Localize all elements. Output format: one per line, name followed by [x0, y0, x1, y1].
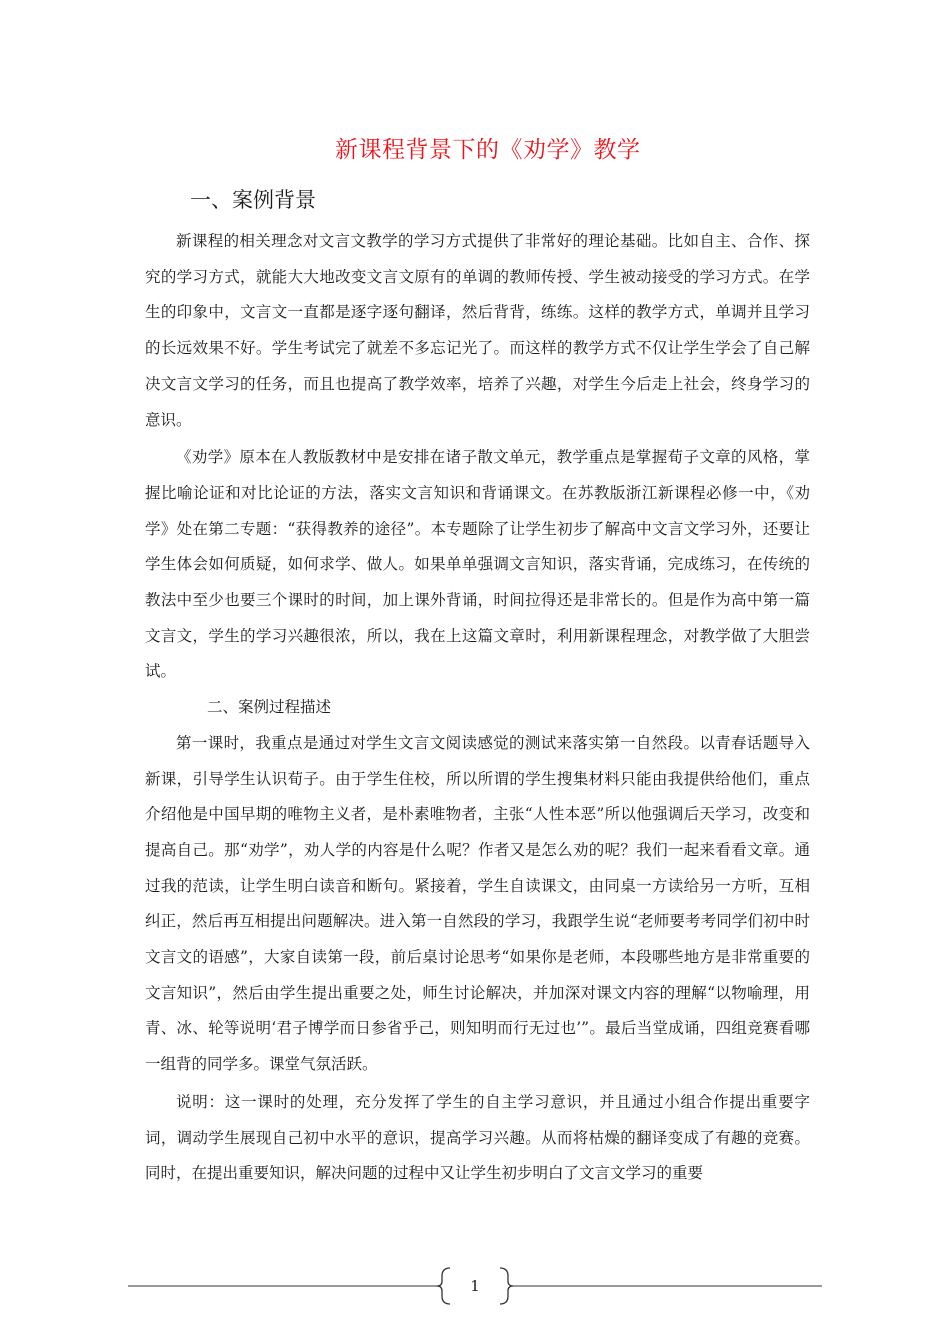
document-title: 新课程背景下的《劝学》教学 [335, 137, 641, 163]
paragraph-process-note: 说明：这一课时的处理，充分发挥了学生的自主学习意识，并且通过小组合作提出重要字词，调动学生展现自己初中水平的意识，提高学习兴趣。从而将枯燥的翻译变成了有趣的竞赛。同时，在提出重要知识，解决问题的过程中又让学生初步明白了文言文学习的重要 [145, 1092, 810, 1183]
paragraph-background-2: 《劝学》原本在人教版教材中是安排在诸子散文单元，教学重点是掌握荀子文章的风格，掌握比喻论证和对比论证的方法，落实文言知识和背诵课文。在苏教版浙江新课程必修一中，《劝学》处在第二专题：“获得教养的途径”。本专题除了让学生初步了解高中文言文学习外，还要让学生体会如何质疑，如何求学、做人。如果单单强调文言知识，落实背诵，完成练习，在传统的教法中至少也要三个课时的时间，加上课外背诵，时间拉得还是非常长的。但是作为高中第一篇文言文，学生的学习兴趣很浓，所以，我在上这篇文章时，利用新课程理念，对教学做了大胆尝试。 [145, 448, 810, 681]
paragraph-process-1: 第一课时，我重点是通过对学生文言文阅读感觉的测试来落实第一自然段。以青春话题导入新课，引导学生认识荀子。由于学生住校，所以所谓的学生搜集材料只能由我提供给他们，重点介绍他是中国早期的唯物主义者，是朴素唯物者，主张“人性本恶”所以他强调后天学习，改变和提高自己。那“劝学”，劝人学的内容是什么呢？作者又是怎么劝的呢？我们一起来看看文章。通过我的范读，让学生明白读音和断句。紧接着，学生自读课文，由同桌一方读给另一方听，互相纠正，然后再互相提出问题解决。进入第一自然段的学习，我跟学生说“老师要考考同学们初中时文言文的语感”，大家自读第一段，前后桌讨论思考“如果你是老师，本段哪些地方是非常重要的文言知识”，然后由学生提出重要之处，师生讨论解决，并加深对课文内容的理解“以物喻理，用青、冰、轮等说明‘君子博学而日参省乎己，则知明而行无过也’”。最后当堂成诵，四组竞赛看哪一组背的同学多。课堂气氛活跃。 [145, 733, 810, 1074]
page-number: 1 [470, 1277, 480, 1295]
section-heading-background: 一、案例背景 [190, 188, 316, 212]
paragraph-background-1: 新课程的相关理念对文言文教学的学习方式提供了非常好的理论基础。比如自主、合作、探究的学习方式，就能大大地改变文言文原有的单调的教师传授、学生被动接受的学习方式。在学生的印象中，文言文一直都是逐字逐句翻译，然后背背，练练。这样的教学方式，单调并且学习的长远效果不好。学生考试完了就差不多忘记光了。而这样的教学方式不仅让学生学会了自己解决文言文学习的任务，而且也提高了教学效率，培养了兴趣，对学生今后走上社会，终身学习的意识。 [145, 232, 810, 429]
document-body [145, 128, 810, 1192]
page-footer [128, 1266, 822, 1306]
section-heading-process: 二、案例过程描述 [207, 698, 332, 717]
